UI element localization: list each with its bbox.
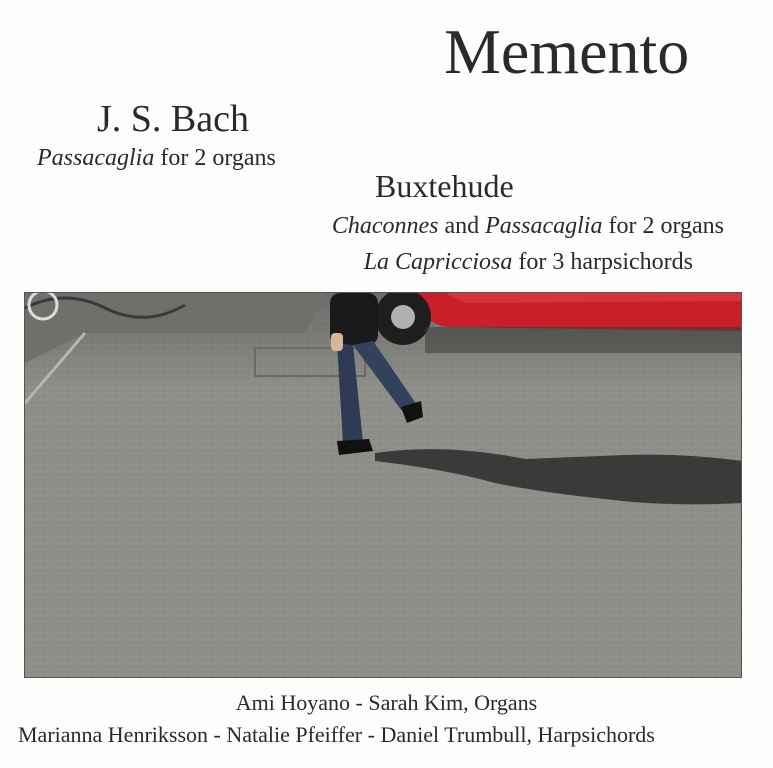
bach-work-rest: for 2 organs	[154, 145, 276, 171]
bach-work-title: Passacaglia	[37, 145, 155, 171]
buxtehude-work-1-rest: for 2 organs	[602, 213, 724, 239]
buxtehude-work-2-rest: for 3 harpsichords	[512, 249, 693, 275]
bach-work	[37, 142, 276, 174]
buxtehude-work-1-mid: and	[438, 213, 486, 239]
album-title: Memento	[444, 16, 690, 87]
buxtehude-work-1	[332, 210, 724, 242]
bach-composer: J. S. Bach	[97, 98, 249, 140]
cover-photo	[24, 292, 742, 678]
cover-photo-illustration	[25, 293, 742, 678]
buxtehude-work-2-title: La Capricciosa	[363, 249, 513, 275]
buxtehude-composer: Buxtehude	[375, 168, 514, 204]
car-shadow	[425, 327, 742, 353]
buxtehude-work-2	[364, 246, 693, 278]
person-hand	[331, 333, 343, 351]
buxtehude-work-1-title-a: Chaconnes	[331, 213, 439, 239]
buxtehude-work-1-title-b: Passacaglia	[485, 213, 603, 239]
performers-organs: Ami Hoyano - Sarah Kim, Organs	[235, 690, 538, 715]
performers-harpsichords: Marianna Henriksson - Natalie Pfeiffer - Daniel Trumbull, Harpsichords	[18, 722, 655, 747]
